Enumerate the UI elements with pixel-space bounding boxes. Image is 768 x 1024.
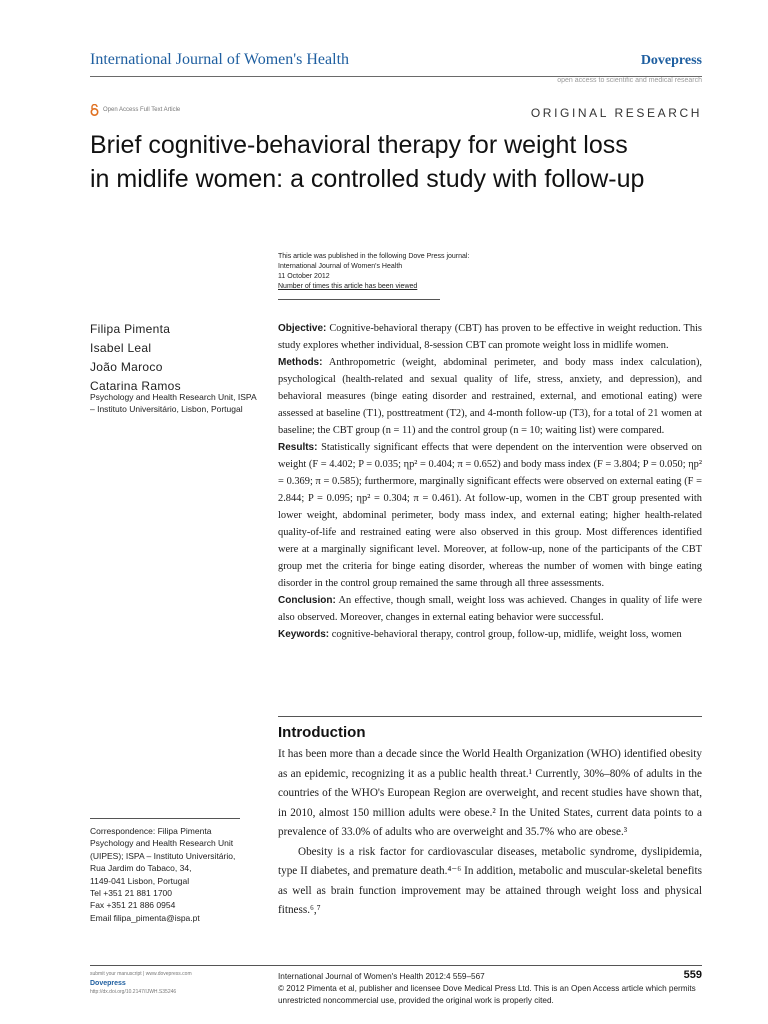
citation: International Journal of Women's Health 2012:4 559–567 <box>278 972 485 981</box>
section-heading: Introduction <box>278 724 366 741</box>
affiliation: Psychology and Health Research Unit, ISPA – Instituto Universitário, Lisbon, Portugal <box>90 392 257 414</box>
correspondence-line: Psychology and Health Research Unit <box>90 838 234 849</box>
correspondence-line: Correspondence: Filipa Pimenta <box>90 826 212 836</box>
correspondence-line: (UIPES); ISPA – Instituto Universitário, <box>90 850 236 861</box>
correspondence-line: Fax +351 21 886 0954 <box>90 900 176 911</box>
footer-divider <box>90 965 702 966</box>
footer-citation-block <box>278 971 702 1007</box>
introduction-body <box>278 745 702 921</box>
author-name: Filipa Pimenta <box>90 322 171 336</box>
open-access-icon <box>90 104 99 116</box>
conclusion-text: An effective, though small, weight loss was achieved. Changes in quality of life were also observed. Moreover, changes in external eating behavior were successful. <box>278 595 702 623</box>
correspondence-divider <box>90 818 240 819</box>
page-number: 559 <box>683 969 702 981</box>
pub-note-divider <box>278 299 440 300</box>
author-list <box>90 320 181 396</box>
publication-note <box>278 252 578 292</box>
author-name: João Maroco <box>90 360 163 374</box>
correspondence-line: 1149-041 Lisbon, Portugal <box>90 875 190 886</box>
methods-label: Methods: <box>278 357 323 368</box>
keywords-text: cognitive-behavioral therapy, control group, follow-up, midlife, weight loss, women <box>331 629 682 640</box>
journal-name[interactable]: International Journal of Women's Health <box>90 51 350 68</box>
objective-label: Objective: <box>278 323 327 334</box>
open-access-label: Open Access Full Text Article <box>103 107 181 113</box>
header-divider <box>90 76 702 77</box>
footer-publisher-logo[interactable]: Dovepress <box>90 980 126 987</box>
intro-paragraph: Obesity is a risk factor for cardiovascular diseases, metabolic syndrome, dyslipidemia, type II diabetes, and premature death.⁴⁻⁶ In addition, metabolic and muscular-skeletal benefits as well as brain function improvement may be attained through weight loss and physical fitness.⁶,⁷ <box>278 845 702 916</box>
article-type: ORIGINAL RESEARCH <box>530 106 702 120</box>
keywords-label: Keywords: <box>278 629 330 640</box>
author-name: Isabel Leal <box>90 341 152 355</box>
publisher-tagline: open access to scientific and medical research <box>557 77 702 84</box>
open-access-badge <box>90 104 180 116</box>
conclusion-label: Conclusion: <box>278 595 336 606</box>
pub-note-journal: International Journal of Women's Health <box>278 263 403 270</box>
results-text: Statistically significant effects that were dependent on the intervention were observed on weight (F = 4.402; P = 0.035; ηp² = 0.404; π = 0.652) and body mass index (F = 3.804; P = 0.050; ηp² = 0.369; π = 0.585); furthermore, marginally significant effects were observed on external eating (F = 2.844; P = 0.095; ηp² = 0.304; π = 0.461). At follow-up, women in the CBT group presented with lower weight, abdominal perimeter, body mass index, and external eating; higher health-related quality-of-life and restrained eating were also observed in this group. Most differences identified were at a marginally significant level. Moreover, at follow-up, none of the participants of the CBT group met the criteria for binge eating disorder, whereas the number of women with binge eating disorder in the control group remained the same through all three assessments. <box>278 442 703 589</box>
correspondence-line: Rua Jardim do Tabaco, 34, <box>90 863 192 874</box>
objective-text: Cognitive-behavioral therapy (CBT) has proven to be effective in weight reduction. This study explores whether individual, 8-session CBT can promote weight loss in midlife women. <box>278 323 702 351</box>
publisher-logo[interactable]: Dovepress <box>640 53 702 68</box>
correspondence-block <box>90 825 270 924</box>
pub-note-date: 11 October 2012 <box>278 273 330 280</box>
correspondence-email[interactable]: Email filipa_pimenta@ispa.pt <box>90 912 200 923</box>
pub-note-line: This article was published in the following Dove Press journal: <box>278 253 470 260</box>
intro-paragraph: It has been more than a decade since the World Health Organization (WHO) identified obesity as an epidemic, recognizing it as a public health threat.¹ Currently, 30%–80% of adults in the countries of the WHO's European Region are overweight, and recent studies have shown that, in 2010, almost 150 million adults were obese.² In the United States, current data points to a prevalence of 33.0% of adults who are overweight and 35.7% who are obese.³ <box>278 748 702 838</box>
abstract <box>278 320 702 643</box>
article-title: Brief cognitive-behavioral therapy for weight loss in midlife women: a controlled study with follow-up <box>90 131 645 193</box>
correspondence-line: Tel +351 21 881 1700 <box>90 888 173 899</box>
submit-manuscript-link[interactable]: submit your manuscript | www.dovepress.com <box>90 971 192 977</box>
abstract-divider <box>278 716 702 717</box>
author-name: Catarina Ramos <box>90 379 181 393</box>
view-count-link[interactable]: Number of times this article has been viewed <box>278 283 418 290</box>
methods-text: Anthropometric (weight, abdominal perimeter, and body mass index calculation), psychological (health-related and sexual quality of life, stress, anxiety, and depression), and behavioral measures (binge eating disorder and restrained, external, and emotional eating) were assessed at baseline (T1), posttreatment (T2), and 4-month follow-up (T3), for a total of 21 women at baseline; the CBT group (n = 11) and the control group (n = 10; waiting list) were compared. <box>278 357 703 436</box>
copyright: © 2012 Pimenta et al, publisher and licensee Dove Medical Press Ltd. This is an Open Access article which permits unrestricted noncommercial use, provided the original work is properly cited. <box>278 984 696 1005</box>
footer-left <box>90 970 192 997</box>
results-label: Results: <box>278 442 318 453</box>
doi-link[interactable]: http://dx.doi.org/10.2147/IJWH.S35246 <box>90 989 177 995</box>
